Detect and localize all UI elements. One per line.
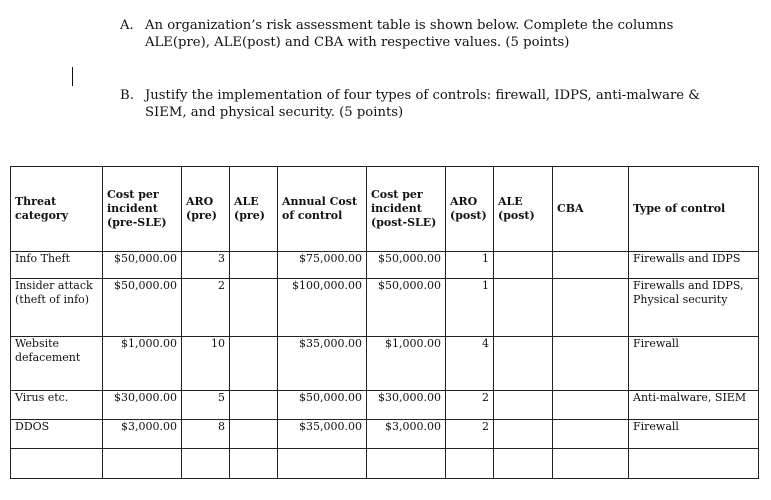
- cell-aro-pre: 3: [182, 252, 230, 279]
- cell-aro-pre: [182, 449, 230, 479]
- table-header-row: [11, 167, 759, 252]
- cell-cost-pre: $3,000.00: [103, 420, 182, 449]
- question-b: [120, 88, 740, 128]
- table-row: [11, 337, 759, 391]
- header-line: Threat: [15, 195, 57, 208]
- header-line: Cost per: [107, 188, 159, 201]
- header-line: of control: [282, 209, 343, 222]
- cell-threat-category: Insider attack (theft of info): [11, 279, 103, 337]
- text-cursor: [72, 67, 73, 86]
- cell-aro-pre: 8: [182, 420, 230, 449]
- cell-type-of-control: Anti-malware, SIEM: [629, 391, 759, 420]
- header-type-of-control: [629, 167, 759, 252]
- cell-aro-pre: 5: [182, 391, 230, 420]
- header-threat-category: [11, 167, 103, 252]
- cell-ale-pre: [230, 252, 278, 279]
- header-line: incident: [371, 202, 422, 215]
- header-aro-pre: [182, 167, 230, 252]
- cell-cba: [553, 391, 629, 420]
- cell-annual-cost: $35,000.00: [278, 337, 367, 391]
- cell-threat-category: Website defacement: [11, 337, 103, 391]
- table-row: [11, 391, 759, 420]
- header-cost-post-sle: [367, 167, 446, 252]
- cell-aro-pre: 10: [182, 337, 230, 391]
- cell-ale-pre: [230, 420, 278, 449]
- cell-cost-pre: $50,000.00: [103, 279, 182, 337]
- header-line: (post): [450, 209, 487, 222]
- cell-type-of-control: Firewall: [629, 337, 759, 391]
- header-line: incident: [107, 202, 158, 215]
- cell-aro-pre: 2: [182, 279, 230, 337]
- header-line: ALE: [234, 195, 259, 208]
- cell-cba: [553, 449, 629, 479]
- table-row: [11, 252, 759, 279]
- table-row: [11, 449, 759, 479]
- header-line: ALE: [498, 195, 523, 208]
- header-line: (pre): [186, 209, 217, 222]
- cell-ale-post: [494, 449, 553, 479]
- header-line: (pre): [234, 209, 265, 222]
- cell-cost-post: [367, 449, 446, 479]
- header-ale-post: [494, 167, 553, 252]
- cell-type-of-control: Firewall: [629, 420, 759, 449]
- cell-cba: [553, 279, 629, 337]
- header-line: Cost per: [371, 188, 423, 201]
- cell-aro-post: [446, 449, 494, 479]
- cell-threat-category: DDOS: [11, 420, 103, 449]
- question-a-line-2: ALE(pre), ALE(post) and CBA with respective values. (5 points): [145, 34, 570, 50]
- cell-cost-post: $3,000.00: [367, 420, 446, 449]
- question-b-line-2: SIEM, and physical security. (5 points): [145, 104, 404, 120]
- cell-cost-post: $50,000.00: [367, 279, 446, 337]
- question-a: [120, 18, 740, 58]
- header-line: Type of control: [633, 202, 726, 215]
- header-line: (post-SLE): [371, 216, 437, 229]
- cell-threat-category: Virus etc.: [11, 391, 103, 420]
- cell-cost-post: $30,000.00: [367, 391, 446, 420]
- cell-ale-pre: [230, 391, 278, 420]
- header-line: ARO: [450, 195, 478, 208]
- cell-aro-post: 4: [446, 337, 494, 391]
- cell-threat-category: [11, 449, 103, 479]
- header-line: CBA: [557, 202, 584, 215]
- cell-cost-pre: $1,000.00: [103, 337, 182, 391]
- header-line: (pre-SLE): [107, 216, 167, 229]
- cell-cost-pre: [103, 449, 182, 479]
- cell-annual-cost: $100,000.00: [278, 279, 367, 337]
- cell-ale-post: [494, 252, 553, 279]
- cell-cost-pre: $30,000.00: [103, 391, 182, 420]
- header-line: category: [15, 209, 69, 222]
- cell-ale-post: [494, 279, 553, 337]
- cell-ale-post: [494, 391, 553, 420]
- header-ale-pre: [230, 167, 278, 252]
- cell-cost-post: $50,000.00: [367, 252, 446, 279]
- cell-type-of-control: Firewalls and IDPS: [629, 252, 759, 279]
- cell-aro-post: 1: [446, 252, 494, 279]
- header-aro-post: [446, 167, 494, 252]
- cell-type-of-control: [629, 449, 759, 479]
- cell-ale-pre: [230, 337, 278, 391]
- cell-cba: [553, 252, 629, 279]
- cell-ale-pre: [230, 279, 278, 337]
- question-b-line-1: Justify the implementation of four types of controls: firewall, IDPS, anti-malware &: [145, 88, 701, 103]
- question-a-line-1: An organization’s risk assessment table is shown below. Complete the columns: [145, 18, 674, 33]
- question-a-label: A.: [120, 18, 134, 33]
- cell-ale-post: [494, 337, 553, 391]
- header-line: Annual Cost: [282, 195, 358, 208]
- cell-aro-post: 2: [446, 391, 494, 420]
- risk-assessment-table: [10, 166, 759, 479]
- header-cba: [553, 167, 629, 252]
- cell-aro-post: 1: [446, 279, 494, 337]
- table-row: [11, 420, 759, 449]
- table-body: [11, 252, 759, 479]
- header-annual-cost-of-control: [278, 167, 367, 252]
- cell-aro-post: 2: [446, 420, 494, 449]
- cell-annual-cost: $35,000.00: [278, 420, 367, 449]
- cell-ale-pre: [230, 449, 278, 479]
- cell-ale-post: [494, 420, 553, 449]
- cell-cost-post: $1,000.00: [367, 337, 446, 391]
- header-line: (post): [498, 209, 535, 222]
- cell-type-of-control: Firewalls and IDPS, Physical security: [629, 279, 759, 337]
- cell-annual-cost: [278, 449, 367, 479]
- header-line: ARO: [186, 195, 214, 208]
- cell-cba: [553, 337, 629, 391]
- cell-annual-cost: $75,000.00: [278, 252, 367, 279]
- header-cost-pre-sle: [103, 167, 182, 252]
- table-row: [11, 279, 759, 337]
- question-b-label: B.: [120, 88, 134, 103]
- cell-cba: [553, 420, 629, 449]
- cell-annual-cost: $50,000.00: [278, 391, 367, 420]
- cell-cost-pre: $50,000.00: [103, 252, 182, 279]
- cell-threat-category: Info Theft: [11, 252, 103, 279]
